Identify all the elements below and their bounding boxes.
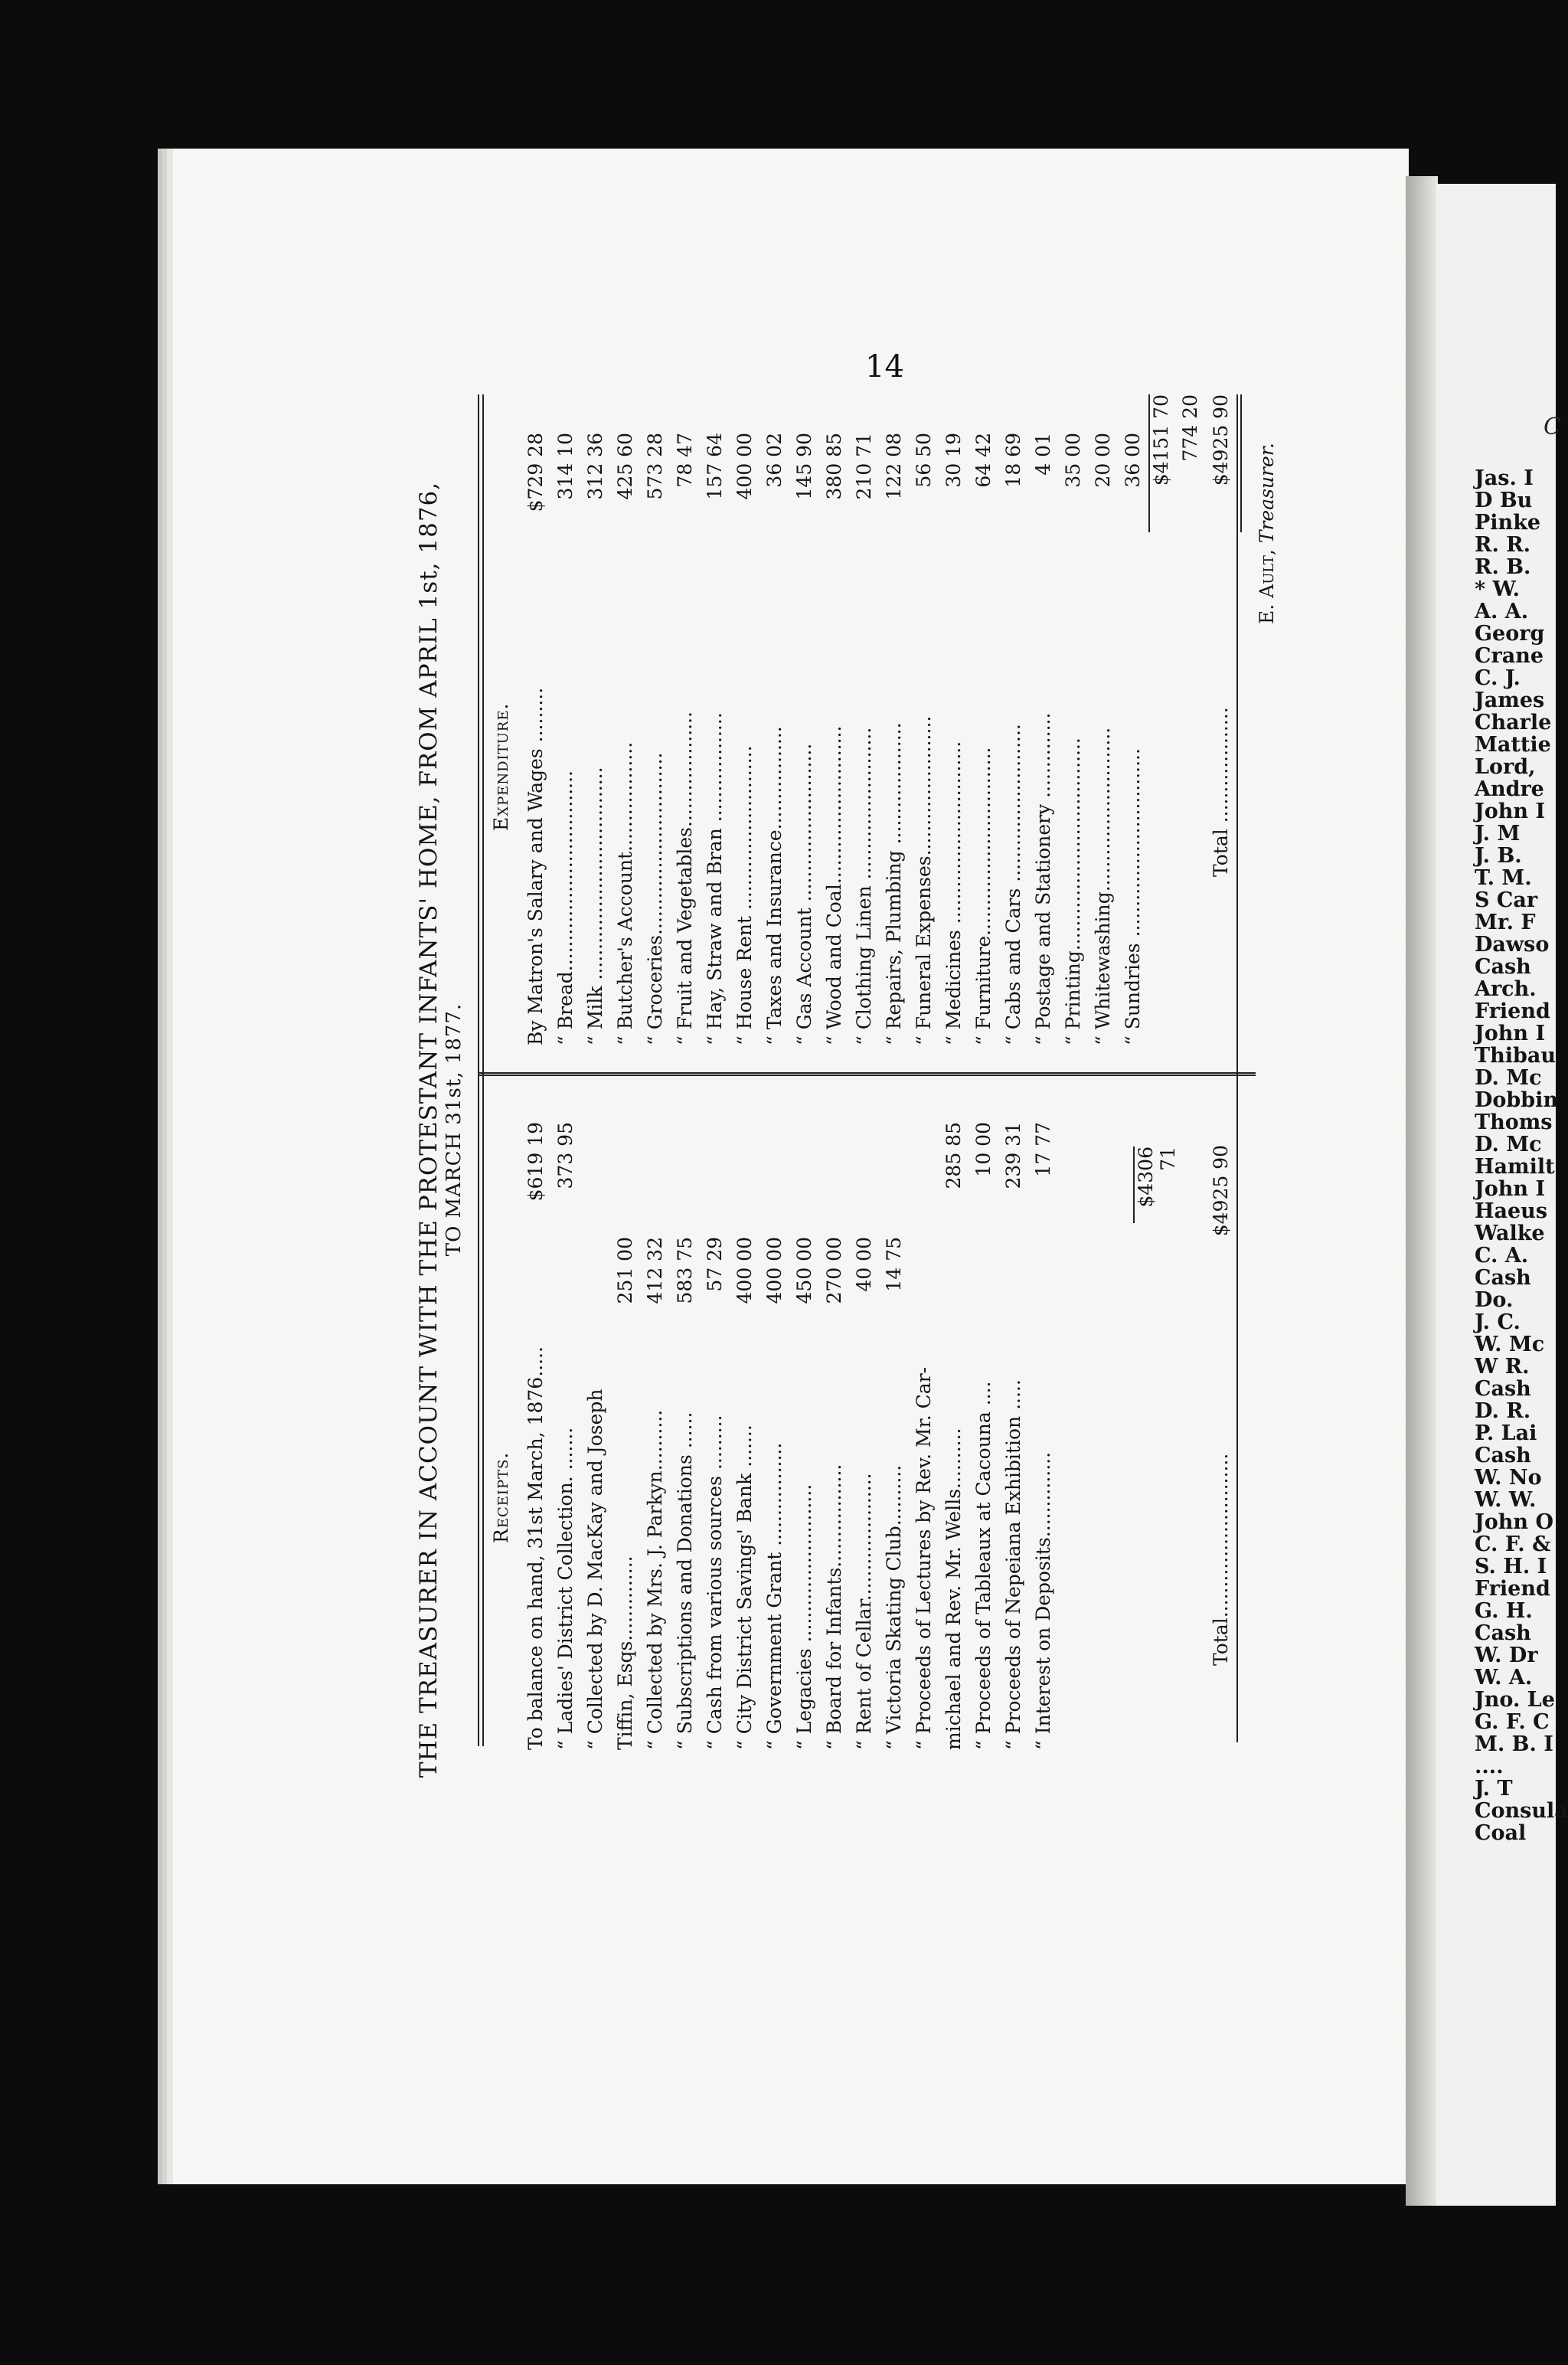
expenditure-row [789, 433, 819, 1045]
next-page-name: Pinke [1475, 511, 1541, 535]
expenditure-amount: 35 00 [1062, 433, 1084, 488]
receipt-amount: 10 00 [972, 1122, 995, 1177]
next-page-name: Mattie [1475, 733, 1551, 757]
next-page-name: W. W. [1475, 1488, 1537, 1512]
next-page-name: A. A. [1475, 600, 1529, 623]
receipt-label: “ Proceeds of Tableaux at Cacouna .... [972, 1381, 995, 1750]
receipt-label: “ Collected by Mrs. J. Parkyn.......... [644, 1409, 666, 1750]
receipt-row [580, 1122, 610, 1750]
expenditure-sum: $4151 70 [1150, 394, 1172, 486]
receipt-amount: 270 00 [823, 1237, 845, 1304]
next-page-name: J. T [1475, 1777, 1513, 1801]
next-page-name: Georg [1475, 622, 1545, 646]
column-divider [478, 1072, 1256, 1076]
next-page-name: Dobbin [1475, 1088, 1559, 1112]
receipt-row [969, 1122, 998, 1750]
expenditure-label: “ Wood and Coal.......................... [823, 725, 845, 1045]
receipts-total: $4925 90 [1210, 1145, 1232, 1237]
expenditure-row [610, 433, 640, 1045]
expenditure-label: “ Sundries ............................... [1122, 748, 1144, 1045]
receipt-label: To balance on hand, 31st March, 1876..... [524, 1346, 547, 1750]
next-page-name: James [1475, 689, 1545, 712]
receipts-list [521, 1122, 1058, 1750]
receipt-row [521, 1122, 550, 1750]
next-page-name: J. B. [1475, 844, 1522, 868]
expenditure-amount: $729 28 [524, 433, 547, 512]
receipt-amount: $619 19 [524, 1122, 547, 1202]
next-page-name: P. Lai [1475, 1421, 1537, 1445]
next-page-name: Dawso [1475, 933, 1550, 957]
receipts-subtotal: $4306 71 [1135, 1147, 1179, 1208]
next-page-name: Cash [1475, 1266, 1531, 1290]
expenditure-label: “ Medicines .............................. [942, 741, 965, 1045]
expenditure-amount: 573 28 [644, 433, 666, 500]
expenditure-label: “ Butcher's Account.................. [614, 741, 636, 1045]
receipt-amount: 14 75 [883, 1237, 905, 1292]
next-page-name: D. Mc [1475, 1133, 1542, 1156]
next-page-name: Thoms [1475, 1111, 1553, 1134]
expenditure-label: “ Cabs and Cars .......................... [1002, 724, 1024, 1045]
receipt-row [909, 1122, 939, 1750]
next-page-name: G. F. C [1475, 1710, 1550, 1734]
expenditure-row [1058, 433, 1088, 1045]
expenditure-amount: 64 42 [972, 433, 995, 488]
expenditure-label: “ Taxes and Insurance................. [763, 726, 786, 1045]
expenditure-amount: 78 47 [674, 433, 696, 488]
next-page-name: Friend [1475, 1577, 1550, 1601]
next-page-name-list [1475, 467, 1568, 1844]
next-page-name: J. C. [1475, 1310, 1521, 1334]
expenditure-row [1118, 433, 1148, 1045]
next-page-name: Cash [1475, 1377, 1531, 1401]
receipt-amount: 373 95 [554, 1122, 577, 1189]
expenditure-amount: 30 19 [942, 433, 965, 488]
receipts-heading: Receipts. [490, 1451, 512, 1543]
expenditure-label: “ Milk ................................... [584, 767, 606, 1045]
next-page-name: C. J. [1475, 666, 1521, 690]
receipt-label: “ Interest on Deposits.............. [1032, 1451, 1054, 1750]
expenditure-row [819, 433, 849, 1045]
expenditure-label: “ Groceries.............................. [644, 752, 666, 1045]
next-page-name: Andre [1475, 777, 1544, 801]
expenditure-row [909, 433, 939, 1045]
statement-title: THE TREASURER IN ACCOUNT WITH THE PROTESTANT INFANTS' HOME, FROM APRIL 1st, 1876, [415, 481, 443, 1778]
next-page-name: Cash [1475, 1621, 1531, 1645]
next-page-name: T. M. [1475, 866, 1532, 890]
next-page-name: Friend [1475, 999, 1550, 1023]
receipt-label: “ Government Grant ................. [763, 1442, 786, 1750]
receipt-amount: 583 75 [674, 1237, 696, 1304]
expenditure-label: “ Printing................................... [1062, 738, 1084, 1045]
expenditure-row [670, 433, 700, 1045]
signature-role: Treasurer. [1256, 443, 1278, 544]
book-gutter [1406, 176, 1438, 2206]
expenditure-row [998, 433, 1028, 1045]
expenditure-row [1088, 433, 1118, 1045]
next-page-name: Consula [1475, 1799, 1568, 1823]
next-page-name: Cash [1475, 1444, 1531, 1467]
next-page-name: Haeus [1475, 1199, 1548, 1223]
receipt-row [670, 1122, 700, 1750]
expenditure-amount: 20 00 [1092, 433, 1114, 488]
receipt-row [819, 1122, 849, 1750]
next-page-name: Crane [1475, 644, 1544, 668]
receipt-amount: 400 00 [733, 1237, 756, 1304]
top-rule-2 [482, 394, 484, 1746]
expenditure-amount: 36 00 [1122, 433, 1144, 488]
receipt-amount: 17 77 [1032, 1122, 1054, 1177]
receipt-label: “ Rent of Cellar..................... [853, 1473, 875, 1750]
expenditure-amount: 122 08 [883, 433, 905, 500]
expenditure-label: “ Gas Account .......................... [793, 743, 815, 1045]
receipt-amount: 251 00 [614, 1237, 636, 1304]
receipt-amount: 40 00 [853, 1237, 875, 1292]
expenditure-amount: 312 36 [584, 433, 606, 500]
next-page-name: Coal [1475, 1821, 1527, 1845]
total-rule-bottom [1240, 394, 1242, 532]
receipt-row [610, 1122, 640, 1750]
receipt-amount: 400 00 [763, 1237, 786, 1304]
receipt-row [849, 1122, 879, 1750]
next-page-name: John O [1475, 1510, 1553, 1534]
expenditure-amount: 157 64 [704, 433, 726, 500]
treasurer-signature [1256, 443, 1278, 624]
expenditure-row [969, 433, 998, 1045]
next-page-name: C. A. [1475, 1244, 1529, 1268]
expenditure-total-label: Total ................... [1210, 707, 1232, 877]
expenditure-amount: 18 69 [1002, 433, 1024, 488]
expenditure-label: “ Postage and Stationery .............. [1032, 712, 1054, 1045]
next-page-name: Lord, [1475, 755, 1536, 779]
page-number: 14 [865, 349, 904, 384]
next-page-name: .... [1475, 1755, 1504, 1778]
receipt-row [939, 1122, 969, 1750]
expenditure-label: “ Fruit and Vegetables................... [674, 711, 696, 1045]
receipt-row [550, 1122, 580, 1750]
next-page-name: W. Mc [1475, 1333, 1545, 1356]
next-page-name: Walke [1475, 1222, 1545, 1245]
receipt-amount: 412 32 [644, 1237, 666, 1304]
receipt-label: “ Legacies .......................... [793, 1483, 815, 1750]
next-page-name: W. Dr [1475, 1644, 1538, 1667]
next-page-name: W. No [1475, 1466, 1542, 1490]
next-page-name: W. A. [1475, 1666, 1533, 1690]
receipt-amount: 57 29 [704, 1237, 726, 1292]
receipt-label: “ Victoria Skating Club.......... [883, 1464, 905, 1750]
next-page-name: * W. [1475, 577, 1521, 601]
receipt-row [640, 1122, 670, 1750]
expenditure-row [521, 433, 550, 1045]
next-page-name: Hamilt [1475, 1155, 1555, 1179]
expenditure-label: “ House Rent ........................... [733, 745, 756, 1045]
expenditure-row [879, 433, 909, 1045]
next-page-name: Jno. Le [1475, 1688, 1555, 1712]
receipt-amount: 450 00 [793, 1237, 815, 1304]
receipt-row [730, 1122, 760, 1750]
receipt-label: “ Proceeds of Nepeiana Exhibition ..... [1002, 1379, 1024, 1750]
expenditure-amount: 425 60 [614, 433, 636, 500]
expenditure-row [640, 433, 670, 1045]
next-page-name: John I [1475, 1022, 1546, 1045]
next-page-name: Mr. F [1475, 911, 1536, 934]
receipt-label: Tiffin, Esqs.............. [614, 1555, 636, 1750]
receipt-label: “ Ladies' District Collection. ....... [554, 1427, 577, 1750]
expenditure-label: By Matron's Salary and Wages ......... [524, 687, 547, 1045]
receipt-amount: 285 85 [942, 1122, 965, 1189]
expenditure-amount: 36 02 [763, 433, 786, 488]
signature-name: E. Ault, [1256, 549, 1278, 624]
statement-subtitle: TO MARCH 31st, 1877. [443, 1003, 466, 1257]
receipt-row [998, 1122, 1028, 1750]
expenditure-label: “ Whitewashing........................... [1092, 727, 1114, 1045]
expenditure-amount: 314 10 [554, 433, 577, 500]
next-page-name: S Car [1475, 888, 1538, 912]
next-page-name: R. R. [1475, 533, 1531, 557]
next-page-name: Arch. [1475, 977, 1537, 1001]
receipts-total-label: Total........................... [1210, 1453, 1232, 1666]
receipt-row [760, 1122, 789, 1750]
next-page-name: Do. [1475, 1288, 1514, 1312]
next-page-name: R. B. [1475, 555, 1531, 579]
receipt-row [879, 1122, 909, 1750]
expenditure-row [1028, 433, 1058, 1045]
receipt-row [1028, 1122, 1058, 1750]
receipt-label: “ Proceeds of Lectures by Rev. Mr. Car- [913, 1366, 935, 1750]
receipt-label: “ Cash from various sources ......... [704, 1415, 726, 1750]
expenditure-amount: 145 90 [793, 433, 815, 500]
account-statement [413, 394, 1332, 1865]
expenditure-row [550, 433, 580, 1045]
next-page-name: D. Mc [1475, 1066, 1542, 1090]
receipt-row [700, 1122, 730, 1750]
next-page-name: Jas. I [1475, 466, 1534, 490]
expenditure-total: $4925 90 [1210, 394, 1232, 486]
receipt-row [789, 1122, 819, 1750]
expenditure-balance: 774 20 [1179, 394, 1201, 462]
next-page-header: C [1544, 414, 1561, 440]
receipt-label: michael and Rev. Mr. Wells.......... [942, 1428, 965, 1750]
receipt-amount: 239 31 [1002, 1122, 1024, 1189]
next-page-name: D Bu [1475, 489, 1533, 512]
expenditure-row [939, 433, 969, 1045]
receipt-label: “ Board for Infants................. [823, 1464, 845, 1750]
expenditure-amount: 380 85 [823, 433, 845, 500]
next-page-name: G. H. [1475, 1599, 1533, 1623]
next-page-name: Cash [1475, 955, 1531, 979]
expenditure-row [760, 433, 789, 1045]
next-page-name: C. F. & [1475, 1533, 1551, 1556]
next-page-name: D. R. [1475, 1399, 1531, 1423]
expenditure-amount: 4 01 [1032, 433, 1054, 476]
expenditure-row [700, 433, 730, 1045]
expenditure-label: “ Funeral Expenses....................... [913, 715, 935, 1045]
next-page-name: Thibau [1475, 1044, 1556, 1068]
next-page-name: M. B. I [1475, 1732, 1553, 1756]
expenditure-amount: 400 00 [733, 433, 756, 500]
expenditure-label: “ Clothing Linen ......................... [853, 727, 875, 1045]
expenditure-label: “ Bread................................. [554, 770, 577, 1045]
expenditure-label: “ Furniture............................... [972, 747, 995, 1045]
receipt-label: “ Collected by D. MacKay and Joseph [584, 1389, 606, 1750]
expenditure-label: “ Hay, Straw and Bran .................. [704, 712, 726, 1045]
receipt-label: “ Subscriptions and Donations ...... [674, 1411, 696, 1750]
next-page-name: S. H. I [1475, 1555, 1547, 1578]
expenditure-amount: 210 71 [853, 433, 875, 500]
next-page-name: J. M [1475, 822, 1521, 846]
receipt-label: “ City District Savings' Bank ....... [733, 1425, 756, 1750]
expenditure-row [730, 433, 760, 1045]
expenditure-amount: 56 50 [913, 433, 935, 488]
expenditure-row [849, 433, 879, 1045]
top-rule [478, 394, 479, 1746]
next-page-name: Charle [1475, 711, 1552, 734]
next-page-strip [1436, 184, 1568, 2206]
expenditure-row [580, 433, 610, 1045]
next-page-name: John I [1475, 1177, 1546, 1201]
expenditure-list [521, 433, 1148, 1045]
next-page-name: W R. [1475, 1355, 1530, 1379]
expenditure-label: “ Repairs, Plumbing .................... [883, 722, 905, 1045]
next-page-name: John I [1475, 800, 1546, 823]
expenditure-heading: Expenditure. [490, 702, 512, 831]
total-rule-top [1236, 394, 1238, 1742]
